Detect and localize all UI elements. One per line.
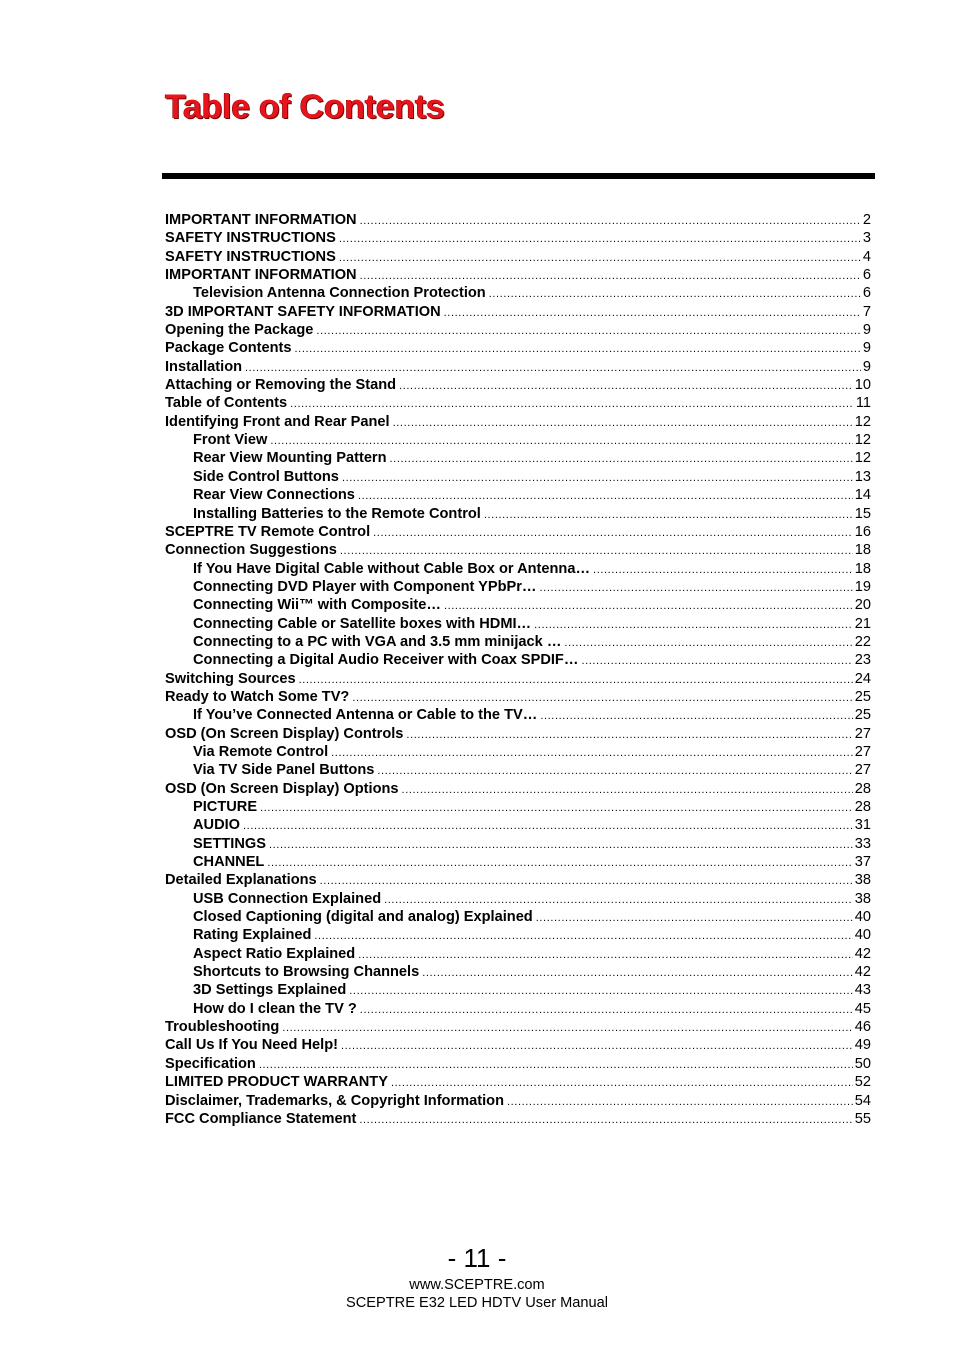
toc-leader-dots [259, 1056, 853, 1073]
toc-entry-label: Rating Explained [193, 927, 312, 944]
toc-entry-label: SCEPTRE TV Remote Control [165, 523, 371, 540]
toc-entry-page: 12 [854, 432, 871, 449]
toc-leader-dots [360, 212, 861, 229]
toc-leader-dots [444, 304, 861, 321]
toc-entry[interactable] [165, 541, 871, 559]
toc-entry-label: Shortcuts to Browsing Channels [193, 964, 420, 981]
toc-entry-page: 13 [854, 468, 871, 485]
toc-entry-page: 45 [854, 1000, 871, 1017]
toc-entry[interactable] [165, 376, 871, 394]
toc-leader-dots [243, 817, 853, 834]
toc-entry-label: Connecting to a PC with VGA and 3.5 mm minijack … [193, 633, 562, 650]
toc-leader-dots [267, 854, 852, 871]
toc-entry[interactable] [165, 321, 871, 339]
toc-entry-label: Connecting Cable or Satellite boxes with HDMI… [193, 615, 532, 632]
toc-leader-dots [352, 689, 852, 706]
toc-entry-page: 11 [855, 395, 871, 412]
toc-leader-dots [316, 322, 860, 339]
toc-leader-dots [269, 836, 853, 853]
toc-entry-page: 40 [854, 927, 871, 944]
toc-leader-dots [534, 616, 853, 633]
toc-entry-page: 28 [854, 780, 871, 797]
toc-entry[interactable] [165, 303, 871, 321]
toc-entry-page: 12 [854, 413, 871, 430]
toc-leader-dots [444, 597, 853, 614]
toc-entry-label: Attaching or Removing the Stand [165, 377, 397, 394]
toc-entry[interactable] [165, 284, 871, 302]
toc-leader-dots [360, 267, 861, 284]
toc-entry[interactable] [165, 596, 871, 614]
toc-entry-page: 33 [854, 835, 871, 852]
toc-leader-dots [489, 285, 861, 302]
toc-entry[interactable] [165, 1055, 871, 1073]
toc-entry[interactable] [165, 816, 871, 834]
toc-entry-label: If You’ve Connected Antenna or Cable to the TV… [193, 707, 538, 724]
toc-entry-page: 19 [854, 578, 871, 595]
toc-entry[interactable] [165, 1110, 871, 1128]
toc-entry[interactable] [165, 1036, 871, 1054]
toc-entry[interactable] [165, 706, 871, 724]
toc-entry-label: Closed Captioning (digital and analog) Explained [193, 909, 533, 926]
toc-entry-page: 9 [862, 358, 871, 375]
toc-entry[interactable] [165, 871, 871, 889]
toc-leader-dots [422, 964, 853, 981]
toc-entry-label: SAFETY INSTRUCTIONS [165, 248, 336, 265]
toc-entry-label: IMPORTANT INFORMATION [165, 267, 357, 284]
toc-entry[interactable] [165, 651, 871, 669]
toc-leader-dots [290, 395, 854, 412]
toc-leader-dots [593, 561, 853, 578]
toc-entry-page: 27 [854, 762, 871, 779]
toc-entry-page: 27 [854, 743, 871, 760]
toc-entry-label: Side Control Buttons [193, 468, 339, 485]
toc-entry-page: 52 [854, 1074, 871, 1091]
toc-entry-page: 18 [854, 560, 871, 577]
toc-entry-label: PICTURE [193, 799, 258, 815]
toc-leader-dots [540, 579, 853, 596]
toc-entry-label: Rear View Mounting Pattern [193, 450, 387, 467]
toc-entry-page: 31 [854, 817, 871, 834]
toc-entry-page: 49 [854, 1037, 871, 1054]
toc-entry-page: 12 [854, 450, 871, 467]
footer-manual-title: SCEPTRE E32 LED HDTV User Manual [346, 1295, 608, 1311]
toc-entry-page: 9 [862, 340, 871, 357]
toc-entry-label: Package Contents [165, 340, 292, 357]
toc-entry[interactable] [165, 211, 871, 229]
toc-entry-page: 6 [862, 285, 871, 302]
toc-entry[interactable] [165, 835, 871, 853]
toc-entry-page: 18 [854, 542, 871, 559]
toc-entry-label: How do I clean the TV ? [193, 1000, 357, 1017]
toc-entry-label: OSD (On Screen Display) Options [165, 780, 399, 797]
toc-entry[interactable] [165, 486, 871, 504]
toc-entry[interactable] [165, 963, 871, 981]
toc-leader-dots [339, 230, 861, 247]
toc-entry[interactable] [165, 688, 871, 706]
toc-entry[interactable] [165, 468, 871, 486]
toc-entry-page: 24 [854, 670, 871, 687]
toc-entry-page: 38 [854, 890, 871, 907]
toc-entry-label: SAFETY INSTRUCTIONS [165, 230, 336, 247]
toc-entry[interactable] [165, 431, 871, 449]
toc-leader-dots [260, 799, 853, 816]
toc-list [165, 211, 871, 1128]
toc-leader-dots [536, 909, 853, 926]
toc-entry[interactable] [165, 908, 871, 926]
toc-entry-label: Switching Sources [165, 670, 296, 687]
toc-entry-page: 10 [854, 377, 871, 394]
toc-entry-label: CHANNEL [193, 854, 265, 871]
toc-entry-page: 42 [854, 945, 871, 962]
toc-entry[interactable] [165, 798, 871, 816]
footer-url: www.SCEPTRE.com [409, 1277, 545, 1293]
toc-leader-dots [358, 946, 853, 963]
toc-entry-label: IMPORTANT INFORMATION [165, 212, 357, 228]
toc-entry[interactable] [165, 248, 871, 266]
toc-entry[interactable] [165, 505, 871, 523]
toc-entry-label: Front View [193, 432, 268, 449]
toc-entry-label: Disclaimer, Trademarks, & Copyright Information [165, 1092, 504, 1109]
toc-entry[interactable] [165, 761, 871, 779]
toc-leader-dots [507, 1093, 853, 1110]
toc-leader-dots [484, 506, 853, 523]
toc-entry[interactable] [165, 1018, 871, 1036]
toc-leader-dots [340, 542, 853, 559]
toc-leader-dots [360, 1001, 853, 1018]
toc-entry-label: Ready to Watch Some TV? [165, 688, 350, 705]
toc-entry-label: SETTINGS [193, 835, 266, 852]
toc-entry-page: 7 [862, 303, 871, 320]
toc-leader-dots [339, 249, 861, 266]
toc-leader-dots [331, 744, 853, 761]
toc-entry-page: 16 [854, 523, 871, 540]
toc-entry-label: Installing Batteries to the Remote Control [193, 505, 481, 522]
toc-entry-label: Via TV Side Panel Buttons [193, 762, 375, 779]
toc-leader-dots [295, 340, 861, 357]
toc-entry-label: Connecting DVD Player with Component YPbPr… [193, 578, 537, 595]
toc-entry-label: 3D IMPORTANT SAFETY INFORMATION [165, 303, 441, 320]
toc-entry-label: Installation [165, 358, 243, 375]
toc-entry-label: Connection Suggestions [165, 542, 337, 559]
toc-entry[interactable] [165, 523, 871, 541]
toc-entry[interactable] [165, 633, 871, 651]
toc-entry-label: Via Remote Control [193, 743, 329, 760]
toc-entry-page: 50 [854, 1055, 871, 1072]
toc-entry-page: 2 [862, 212, 871, 228]
toc-entry-label: Aspect Ratio Explained [193, 945, 356, 962]
toc-entry[interactable] [165, 394, 871, 412]
toc-leader-dots [384, 891, 853, 908]
toc-entry-label: Troubleshooting [165, 1019, 280, 1036]
toc-leader-dots [342, 469, 853, 486]
toc-entry[interactable] [165, 670, 871, 688]
toc-entry-page: 27 [854, 725, 871, 742]
page-title: Table of Contents [165, 88, 445, 126]
toc-leader-dots [245, 359, 861, 376]
toc-entry[interactable] [165, 615, 871, 633]
toc-leader-dots [399, 377, 853, 394]
toc-leader-dots [341, 1037, 853, 1054]
toc-entry[interactable] [165, 358, 871, 376]
toc-entry-label: LIMITED PRODUCT WARRANTY [165, 1074, 388, 1091]
toc-entry[interactable] [165, 926, 871, 944]
page-number: - 11 - [447, 1243, 507, 1273]
toc-leader-dots [391, 1074, 853, 1091]
toc-entry[interactable] [165, 743, 871, 761]
toc-entry-page: 25 [854, 688, 871, 705]
toc-leader-dots [349, 982, 852, 999]
toc-entry[interactable] [165, 560, 871, 578]
toc-leader-dots [282, 1019, 852, 1036]
toc-entry-label: FCC Compliance Statement [165, 1110, 357, 1127]
toc-leader-dots [359, 1111, 852, 1128]
toc-entry-page: 20 [854, 597, 871, 614]
toc-entry-page: 3 [862, 230, 871, 247]
toc-leader-dots [581, 652, 852, 669]
toc-entry-label: Connecting Wii™ with Composite… [193, 597, 441, 614]
toc-entry-page: 46 [854, 1019, 871, 1036]
toc-entry[interactable] [165, 1000, 871, 1018]
toc-entry-label: Identifying Front and Rear Panel [165, 413, 390, 430]
toc-entry-page: 55 [854, 1110, 871, 1127]
toc-leader-dots [377, 762, 852, 779]
toc-entry[interactable] [165, 339, 871, 357]
toc-entry-page: 4 [862, 248, 871, 265]
toc-leader-dots [373, 524, 853, 541]
toc-leader-dots [314, 927, 852, 944]
title-divider [162, 173, 875, 179]
toc-entry[interactable] [165, 449, 871, 467]
toc-entry[interactable] [165, 229, 871, 247]
toc-entry-label: AUDIO [193, 817, 241, 834]
toc-entry[interactable] [165, 1092, 871, 1110]
toc-leader-dots [270, 432, 852, 449]
toc-leader-dots [358, 487, 853, 504]
toc-leader-dots [299, 671, 853, 688]
toc-entry-page: 37 [854, 854, 871, 871]
toc-entry-page: 25 [854, 707, 871, 724]
toc-leader-dots [402, 781, 853, 798]
toc-entry-label: 3D Settings Explained [193, 982, 347, 999]
toc-entry-label: Opening the Package [165, 322, 314, 339]
toc-entry-page: 9 [862, 322, 871, 339]
toc-entry[interactable] [165, 1073, 871, 1091]
toc-entry-page: 14 [854, 487, 871, 504]
toc-entry[interactable] [165, 578, 871, 596]
toc-entry-page: 43 [854, 982, 871, 999]
toc-leader-dots [393, 414, 853, 431]
toc-entry-label: OSD (On Screen Display) Controls [165, 725, 404, 742]
toc-entry[interactable] [165, 853, 871, 871]
toc-entry-label: Call Us If You Need Help! [165, 1037, 338, 1054]
toc-entry-page: 21 [854, 615, 871, 632]
toc-entry-label: Specification [165, 1055, 256, 1072]
toc-entry-page: 15 [854, 505, 871, 522]
toc-leader-dots [540, 707, 852, 724]
toc-entry-label: Rear View Connections [193, 487, 355, 504]
toc-entry-page: 38 [854, 872, 871, 889]
toc-entry[interactable] [165, 725, 871, 743]
toc-entry-page: 23 [854, 652, 871, 669]
toc-entry-label: Table of Contents [165, 395, 288, 412]
toc-entry-label: Detailed Explanations [165, 872, 317, 889]
toc-leader-dots [406, 726, 852, 743]
toc-entry-page: 54 [854, 1092, 871, 1109]
toc-entry-label: If You Have Digital Cable without Cable Box or Antenna… [193, 560, 591, 577]
toc-entry-page: 28 [854, 799, 871, 815]
toc-entry[interactable] [165, 890, 871, 908]
toc-entry[interactable] [165, 413, 871, 431]
toc-entry[interactable] [165, 780, 871, 798]
toc-entry-label: Television Antenna Connection Protection [193, 285, 486, 302]
toc-entry-page: 6 [862, 267, 871, 284]
toc-entry[interactable] [165, 266, 871, 284]
toc-entry[interactable] [165, 945, 871, 963]
toc-entry[interactable] [165, 981, 871, 999]
toc-entry-page: 22 [854, 633, 871, 650]
toc-leader-dots [390, 450, 853, 467]
toc-leader-dots [320, 872, 853, 889]
toc-entry-page: 40 [854, 909, 871, 926]
toc-entry-label: Connecting a Digital Audio Receiver with Coax SPDIF… [193, 652, 579, 669]
toc-entry-label: USB Connection Explained [193, 890, 382, 907]
toc-entry-page: 42 [854, 964, 871, 981]
toc-leader-dots [564, 634, 852, 651]
